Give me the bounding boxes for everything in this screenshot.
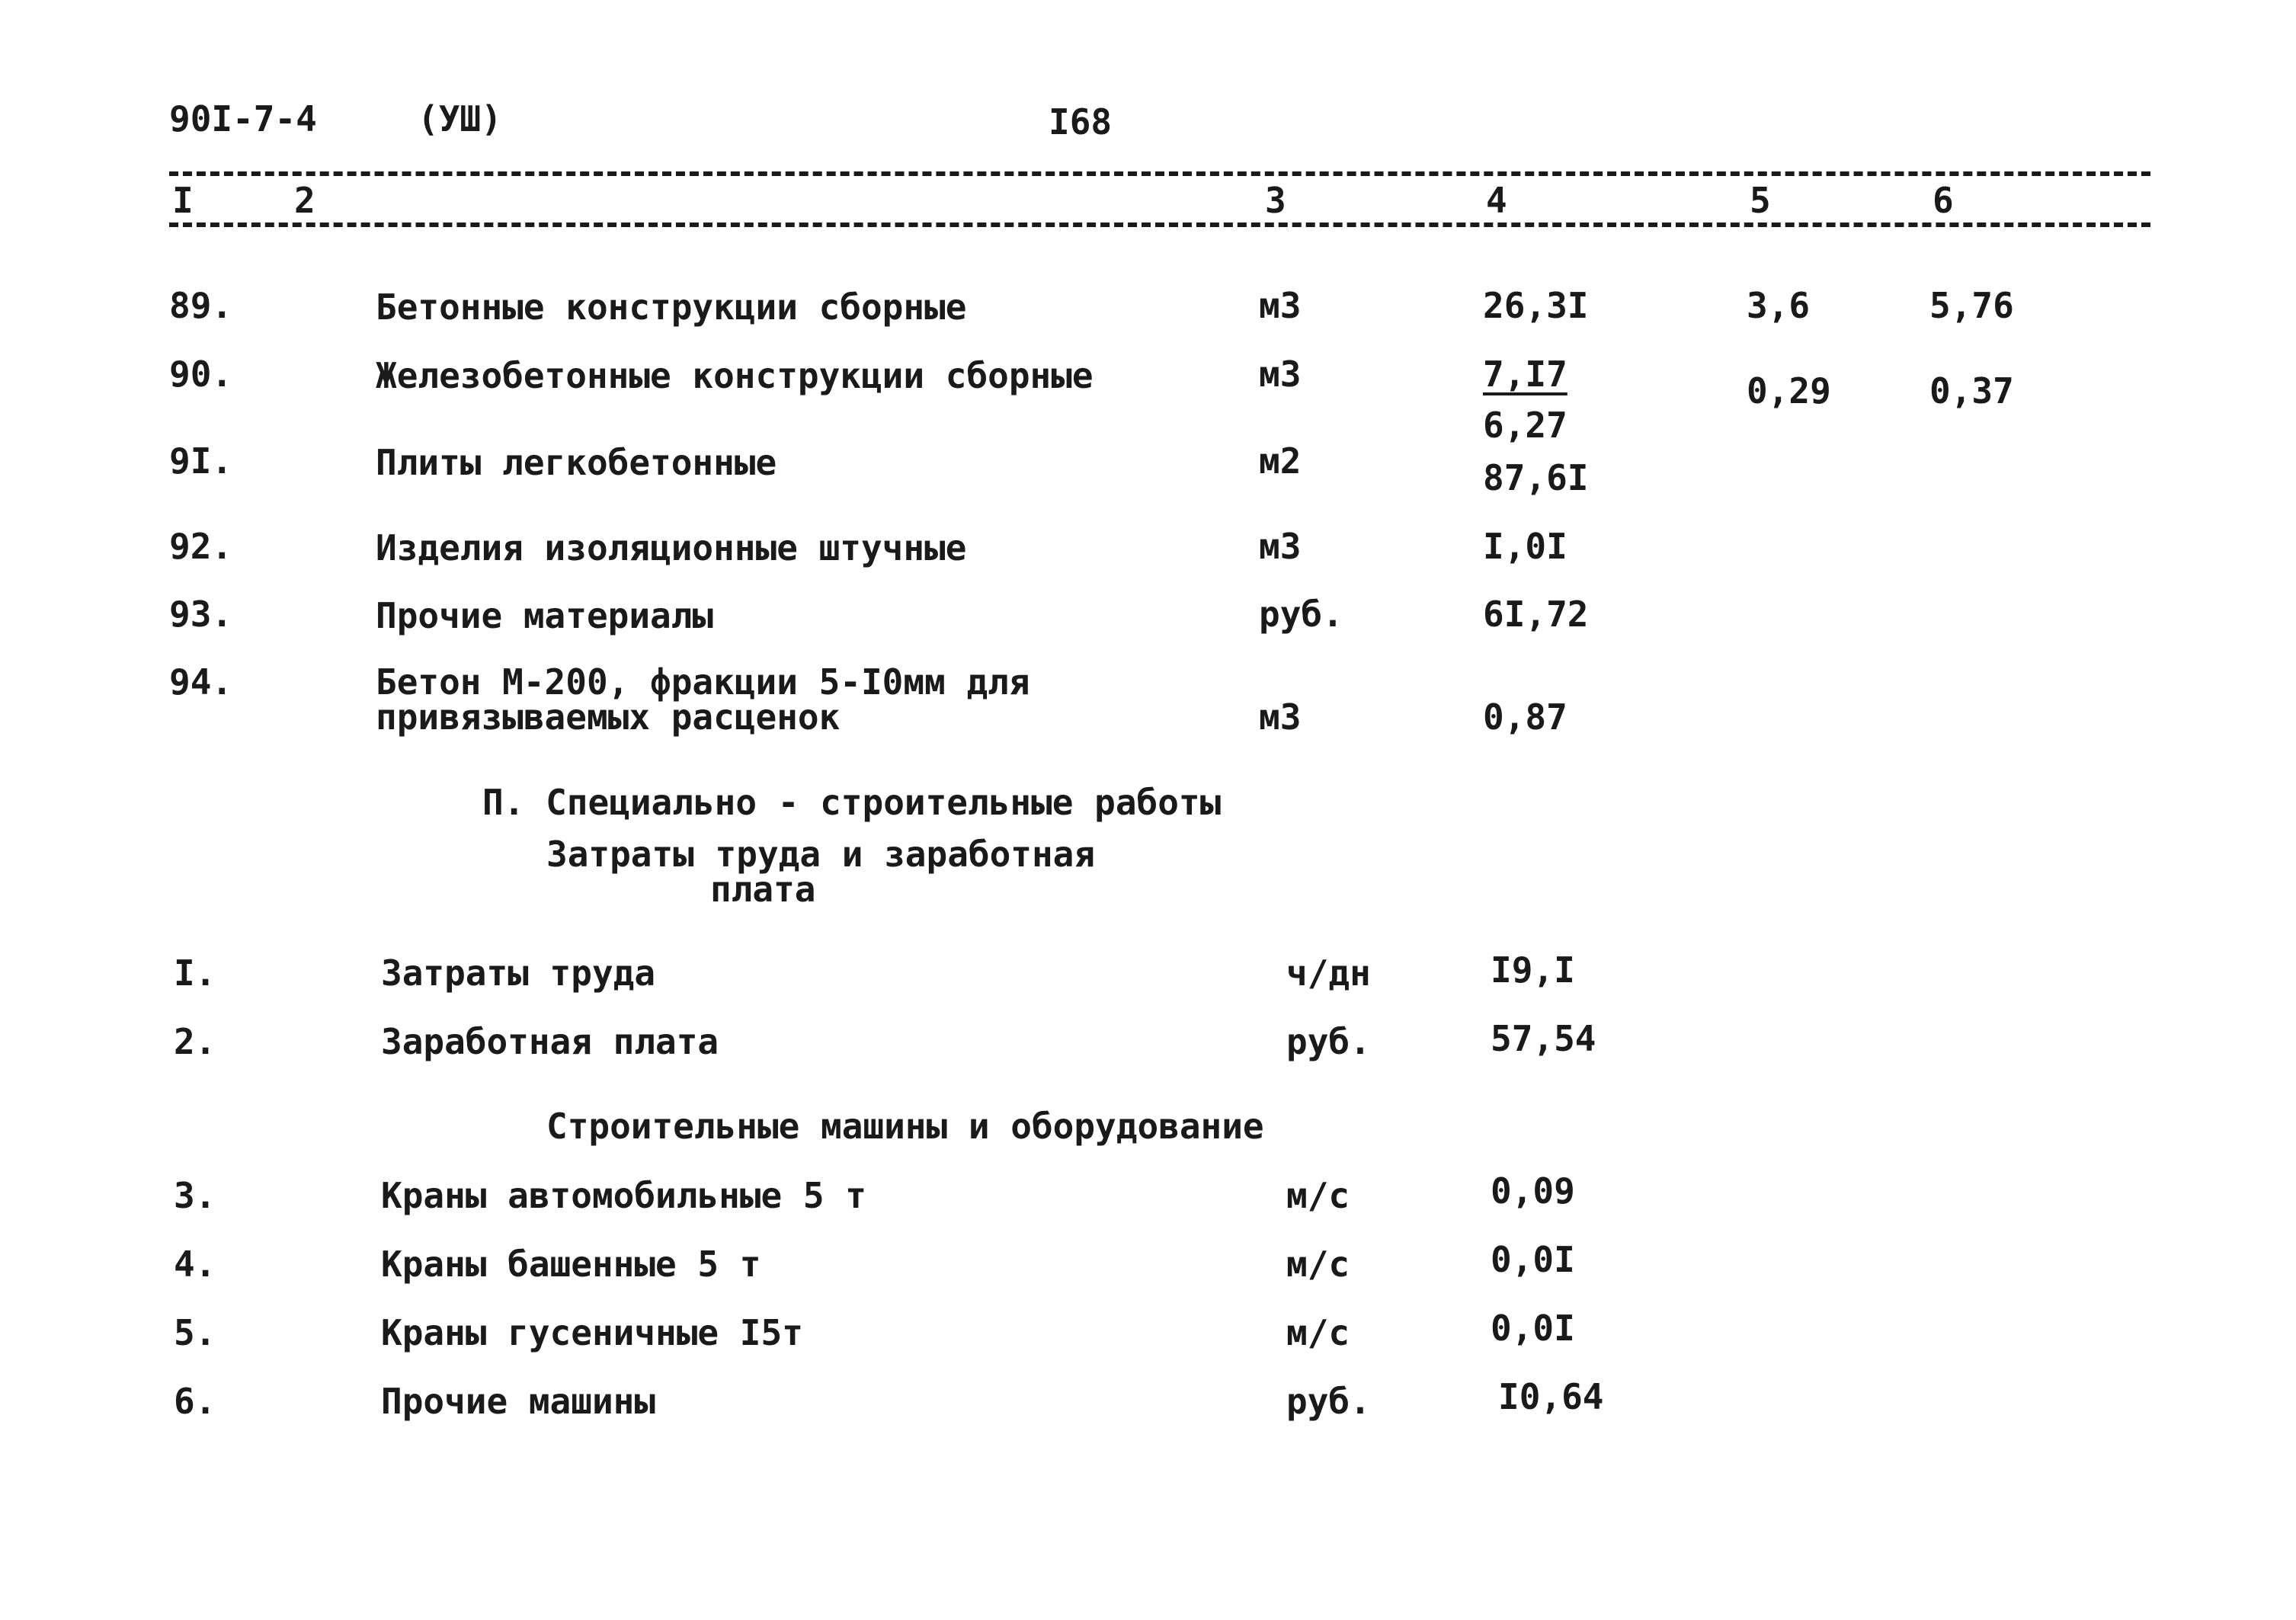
row-name: Железобетонные конструкции сборные (376, 355, 1094, 396)
row-quantity-numerator: 7,I7 (1483, 354, 1567, 395)
row-quantity: 0,09 (1491, 1170, 1575, 1212)
row-quantity: 57,54 (1491, 1018, 1596, 1059)
row-quantity: I0,64 (1498, 1376, 1604, 1417)
labor-heading-line-1: Затраты труда и заработная (546, 834, 1096, 875)
row-quantity: 0,87 (1483, 696, 1567, 738)
row-number: 94. (169, 661, 233, 703)
row-number: 3. (174, 1175, 216, 1216)
column-header-4: 4 (1483, 183, 1510, 218)
document-code: 90I-7-4 (169, 98, 317, 139)
row-number: 4. (174, 1244, 216, 1285)
machines-heading: Строительные машины и оборудование (546, 1106, 1264, 1147)
row-col6: 5,76 (1929, 285, 2014, 326)
row-number: 5. (174, 1312, 216, 1353)
header-rule-bottom (169, 223, 2150, 227)
row-name: Краны гусеничные I5т (381, 1312, 803, 1353)
section-title: П. Специально - строительные работы (482, 782, 1222, 823)
section-code: (УШ) (418, 98, 502, 139)
row-name: Бетонные конструкции сборные (376, 287, 967, 328)
row-unit: руб. (1286, 1021, 1371, 1062)
row-quantity: 0,0I (1491, 1308, 1575, 1349)
row-unit: руб. (1286, 1381, 1371, 1422)
row-name-line-2: привязываемых расценок (376, 696, 841, 738)
row-name: Заработная плата (381, 1021, 719, 1062)
page-number: I68 (1049, 101, 1113, 142)
row-name: Краны автомобильные 5 т (381, 1175, 866, 1216)
row-unit: м/с (1286, 1244, 1350, 1285)
row-quantity-denominator: 6,27 (1483, 405, 1567, 446)
row-quantity: 26,3I (1483, 285, 1589, 326)
row-number: 90. (169, 354, 233, 395)
row-unit: м3 (1259, 696, 1302, 738)
row-name: Плиты легкобетонные (376, 442, 777, 483)
row-quantity: 6I,72 (1483, 594, 1589, 635)
row-quantity: I,0I (1483, 526, 1567, 567)
row-name: Затраты труда (381, 952, 656, 994)
row-name: Прочие материалы (376, 595, 714, 636)
row-number: 6. (174, 1381, 216, 1422)
column-header-1: I (169, 183, 197, 218)
row-unit: м/с (1286, 1312, 1350, 1353)
header-rule-top (169, 171, 2150, 176)
row-number: I. (174, 952, 216, 994)
row-name: Прочие машины (381, 1381, 656, 1422)
row-col5: 0,29 (1747, 370, 1831, 411)
row-unit: ч/дн (1286, 952, 1371, 994)
column-header-6: 6 (1929, 183, 1957, 218)
row-col6: 0,37 (1929, 370, 2014, 411)
column-header-5: 5 (1747, 183, 1774, 218)
row-quantity: I9,I (1491, 949, 1575, 991)
row-number: 92. (169, 526, 233, 567)
labor-heading-line-2: плата (710, 869, 816, 910)
row-number: 2. (174, 1021, 216, 1062)
row-number: 9I. (169, 440, 233, 482)
row-unit: м/с (1286, 1175, 1350, 1216)
row-name: Краны башенные 5 т (381, 1244, 761, 1285)
row-name-line-1: Бетон М-200, фракции 5-I0мм для (376, 661, 1030, 703)
row-unit: м2 (1259, 440, 1302, 482)
row-quantity: 0,0I (1491, 1239, 1575, 1280)
row-unit: руб. (1259, 594, 1343, 635)
column-header-3: 3 (1262, 183, 1289, 218)
row-col5: 3,6 (1747, 285, 1811, 326)
column-header-2: 2 (291, 183, 319, 218)
row-number: 89. (169, 285, 233, 326)
row-name: Изделия изоляционные штучные (376, 527, 967, 568)
row-unit: м3 (1259, 285, 1302, 326)
row-unit: м3 (1259, 526, 1302, 567)
row-unit: м3 (1259, 354, 1302, 395)
row-number: 93. (169, 594, 233, 635)
row-quantity: 87,6I (1483, 457, 1589, 498)
